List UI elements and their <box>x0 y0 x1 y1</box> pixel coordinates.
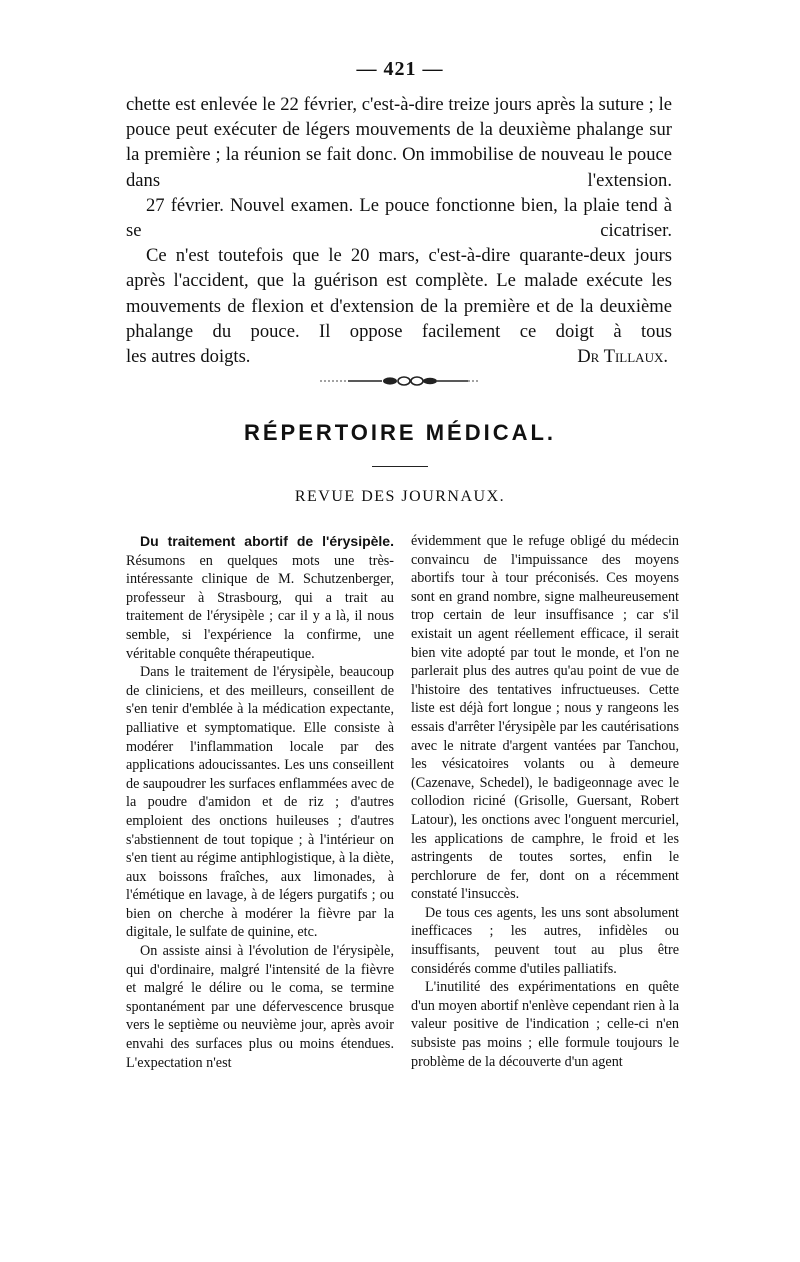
article-column-right <box>411 532 679 1071</box>
subsection-title: REVUE DES JOURNAUX. <box>294 488 506 505</box>
case-paragraph-2: 27 février. Nouvel examen. Le pouce fonctionne bien, la plaie tend à se cicatriser. <box>126 194 672 242</box>
case-paragraph-3-end: les autres doigts. <box>126 346 251 368</box>
article-paragraph-4: De tous ces agents, les uns sont absolument inefficaces ; les autres, infidèles ou insuffisants, peuvent tout au plus être considérés comme d'utiles palliatifs. <box>411 904 679 977</box>
closing-case-report <box>126 92 672 369</box>
case-paragraph-3: Ce n'est toutefois que le 20 mars, c'est-à-dire quarante-deux jours après l'accident, que la guérison est complète. Le malade exécute les mouvements de flexion et d'extension de la première et de la deuxième phalange du pouce. Il oppose facilement ce doigt à tous <box>126 245 672 342</box>
article-paragraph-3-continued: évidemment que le refuge obligé du médecin convaincu de l'impuissance des moyens abortifs tour à tour préconisés. Ces moyens sont en grand nombre, signe malheureusement trop certain de leur insuffisance ; car s'il existait un agent réellement efficace, il serait bien vite adopté par tout le monde, et l'on ne parlerait plus des autres qu'au point de vue de l'histoire des tentatives infructueuses. Cette liste est déjà fort longue ; nous y rangeons les essais d'arrêter l'érysipèle par les cautérisations avec le nitrate d'argent vantées par Tanchou, les vésicatoires volants ou à demeure (Cazenave, Schedel), le badigeonnage avec le collodion riciné (Grisolle, Guersant, Robert Latour), les onctions avec l'onguent mercuriel, les applications de camphre, le froid et les astringents de toutes sortes, enfin le perchlorure de fer, dont on a récemment constaté l'insuccès. <box>411 533 679 903</box>
signature-line <box>126 344 672 369</box>
author-signature: Dr Tillaux. <box>577 346 668 368</box>
title-divider <box>372 466 428 467</box>
section-title: RÉPERTOIRE MÉDICAL. <box>243 420 557 445</box>
article-paragraph-1-text: Résumons en quelques mots une très-intéressante clinique de M. Schutzenberger, professeur à Strasbourg, qui a trait au traitement de l'érysipèle ; car il y a là, il nous semble, si l'expérience la confirme, une véritable conquête thérapeutique. <box>126 552 394 662</box>
article-paragraph-3: On assiste ainsi à l'évolution de l'érysipèle, qui d'ordinaire, malgré l'intensité de la fièvre et malgré le délire ou le coma, se termine spontanément par une défervescence brusque vers le septième ou neuvième jour, après avoir envahi des surfaces plus ou moins étendues. L'expectation n'est <box>126 943 394 1071</box>
article-paragraph-2: Dans le traitement de l'érysipèle, beaucoup de cliniciens, et des meilleurs, conseillent de s'en tenir d'emblée à la médication expectante, palliative et symptomatique. Elle consiste à modérer l'inflammation locale par des applications adoucissantes. Les uns conseillent de saupoudrer les surfaces enflammées avec de la poudre d'amidon et de riz ; d'autres emploient des onctions huileuses ; d'autres s'abstiennent de tout topique ; à l'intérieur on s'en tient au régime antiphlogistique, à la diète, aux boissons fraîches, aux limonades, à l'émétique en lavage, à de légers purgatifs ; ou bien on cherche à modérer la fièvre par la digitale, le sulfate de quinine, etc. <box>126 664 394 941</box>
article-column-left <box>126 532 394 1072</box>
case-paragraph-1: chette est enlevée le 22 février, c'est-à-dire treize jours après la suture ; le pouce peut exécuter de légers mouvements de la deuxième phalange sur la première ; la réunion se fait donc. On immobilise de nouveau le pouce dans l'extension. <box>126 94 672 191</box>
article-paragraph-5: L'inutilité des expérimentations en quête d'un moyen abortif n'enlève cependant rien à la valeur positive de l'indication ; celle-ci n'en subsiste pas moins ; elle formule toujours le problème de la découverte d'un agent <box>411 979 679 1070</box>
decorative-ornament <box>320 374 480 388</box>
page-number: — 421 — <box>356 58 444 80</box>
article-lead: Du traitement abortif de l'érysipèle. <box>140 533 394 549</box>
article-paragraph-1 <box>126 532 394 663</box>
